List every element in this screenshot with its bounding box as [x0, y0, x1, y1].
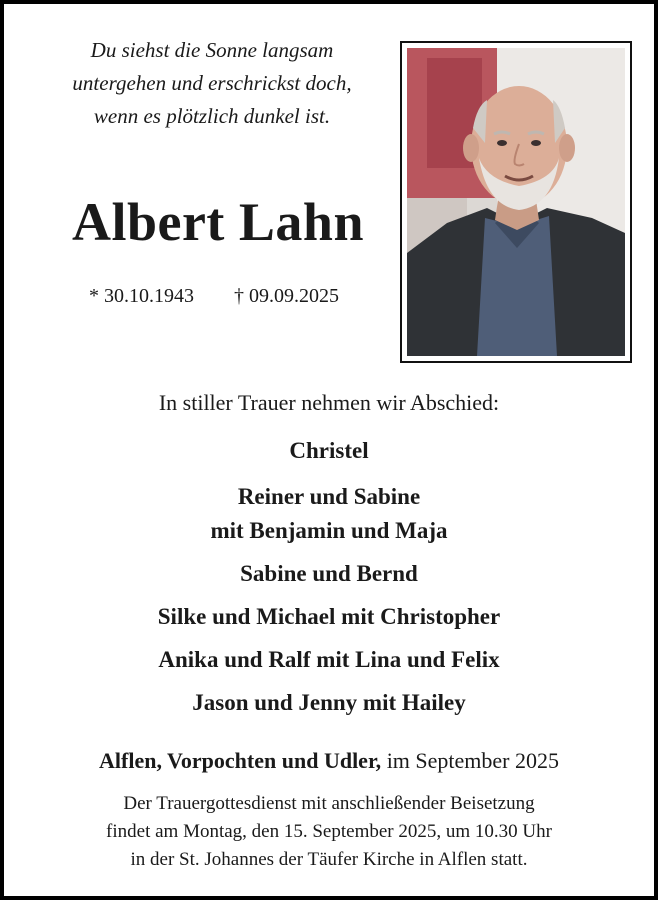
- death-date: † 09.09.2025: [234, 285, 339, 307]
- place-date: im September 2025: [386, 748, 559, 773]
- place-and-date: [4, 745, 654, 777]
- mourner-line: Christel: [289, 438, 369, 463]
- quote-line: untergehen und erschrickst doch,: [72, 71, 352, 95]
- mourner-line: mit Benjamin und Maja: [210, 518, 448, 543]
- service-line: findet am Montag, den 15. September 2025, um 10.30 Uhr: [106, 821, 552, 842]
- memorial-quote: [26, 34, 398, 133]
- deceased-name: Albert Lahn: [71, 192, 365, 252]
- quote-line: wenn es plötzlich dunkel ist.: [93, 104, 331, 128]
- portrait-photo: [400, 41, 632, 363]
- service-line: in der St. Johannes der Täufer Kirche in Alflen statt.: [130, 849, 528, 870]
- place-locations: Alflen, Vorpochten und Udler,: [99, 748, 382, 773]
- funeral-service-info: [4, 790, 654, 874]
- farewell-intro: In stiller Trauer nehmen wir Abschied:: [158, 390, 500, 415]
- mourner-line: Anika und Ralf mit Lina und Felix: [158, 647, 500, 672]
- service-line: Der Trauergottesdienst mit anschließender Beisetzung: [123, 793, 535, 814]
- mourner-line: Reiner und Sabine: [237, 484, 421, 509]
- life-dates: [34, 281, 394, 311]
- mourner-line: Silke und Michael mit Christopher: [157, 604, 501, 629]
- birth-date: * 30.10.1943: [89, 285, 194, 307]
- quote-line: Du siehst die Sonne langsam: [90, 38, 334, 62]
- portrait-image: [407, 48, 625, 356]
- mourner-line: Jason und Jenny mit Hailey: [192, 690, 466, 715]
- mourner-line: Sabine und Bernd: [240, 561, 418, 586]
- mourners-list: [4, 434, 654, 720]
